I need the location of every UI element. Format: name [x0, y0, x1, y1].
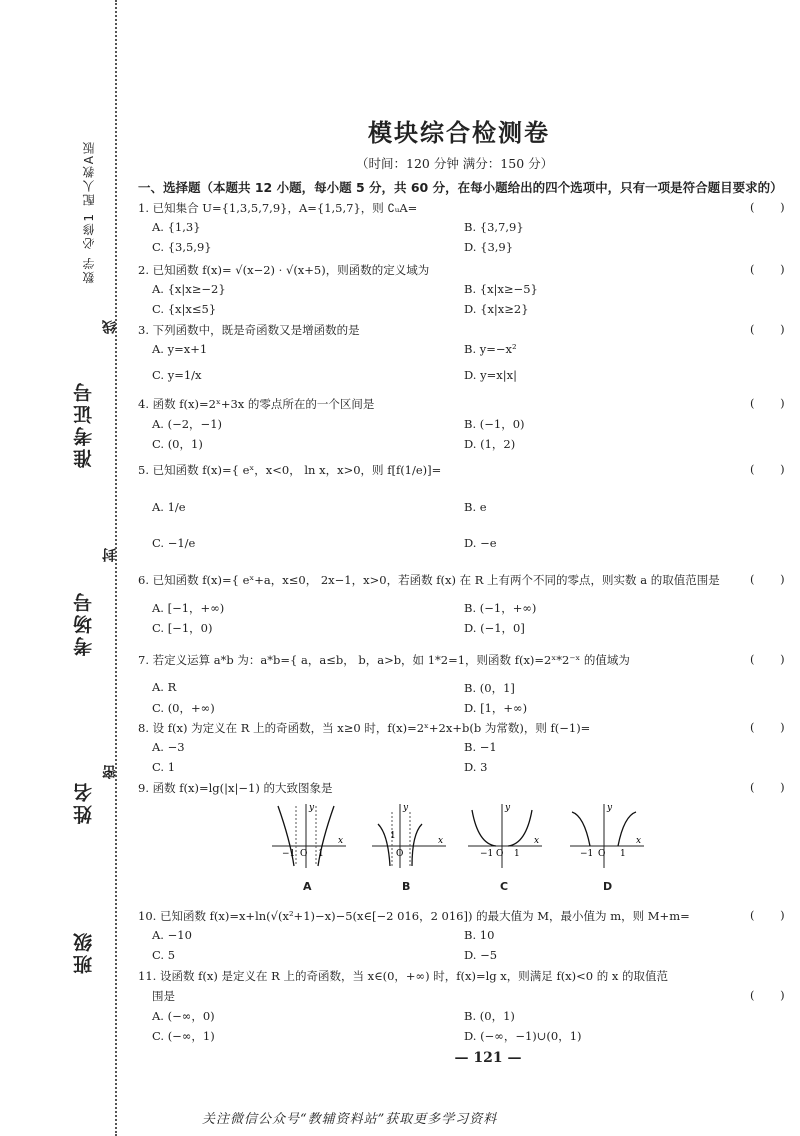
origin-label: O: [396, 849, 404, 859]
graph-b: [370, 800, 450, 870]
graph-d-label: D: [603, 880, 613, 893]
option-b: B. {3,7,9}: [464, 220, 524, 234]
answer-blank: ( ): [750, 322, 785, 336]
option-b: B. −1: [464, 740, 497, 754]
option-d: D. (1，2): [464, 437, 516, 451]
axis-y-label: y: [607, 803, 613, 813]
field-exam-id: 准考证号: [73, 380, 95, 468]
answer-blank: ( ): [750, 462, 785, 476]
option-a: A. (−∞，0): [152, 1009, 215, 1023]
binding-margin: [0, 0, 118, 1136]
graph-d: [568, 800, 648, 870]
option-b: B. (0，1]: [464, 681, 515, 695]
axis-y-label: y: [309, 803, 315, 813]
curve-left: [572, 812, 590, 846]
question-10-stem: 10. 已知函数 f(x)=x+ln(√(x²+1)−x)−5(x∈[−2 016，2 016]) 的最大值为 M，最小值为 m，则 M+m=: [138, 909, 690, 923]
answer-blank: ( ): [750, 396, 785, 410]
option-d: D. {3,9}: [464, 240, 514, 254]
question-7-stem: 7. 若定义运算 a*b 为：a*b={ a，a≤b， b，a>b，如 1*2=1，则函数 f(x)=2ˣ*2⁻ˣ 的值域为: [138, 653, 630, 667]
answer-blank: ( ): [750, 720, 785, 734]
option-a: A. {x|x≥−2}: [152, 282, 226, 296]
cut-dotted-line: [115, 0, 117, 1136]
option-d: D. −e: [464, 536, 497, 550]
option-a: A. R: [152, 680, 177, 694]
option-c: C. (0，1): [152, 437, 203, 451]
option-c: C. −1/e: [152, 536, 196, 550]
graph-c-label: C: [500, 880, 509, 893]
origin-label: O: [598, 849, 606, 859]
section-heading: 一、选择题（本题共 12 小题，每小题 5 分，共 60 分，在每小题给出的四个选项中，只有一项是符合题目要求的）: [138, 180, 783, 195]
question-6-stem: 6. 已知函数 f(x)={ eˣ+a，x≤0， 2x−1，x>0，若函数 f(x) 在 R 上有两个不同的零点，则实数 a 的取值范围是: [138, 573, 720, 587]
answer-blank: ( ): [750, 200, 785, 214]
option-d: D. −5: [464, 948, 498, 962]
option-d: D. 3: [464, 760, 488, 774]
option-c: C. (−∞，1): [152, 1029, 215, 1043]
curve-right: [412, 824, 422, 866]
answer-blank: ( ): [750, 652, 785, 666]
field-class: 班级: [73, 930, 95, 974]
axis-y-label: y: [403, 803, 409, 813]
axis-x-label: x: [338, 836, 344, 846]
question-9-stem: 9. 函数 f(x)=lg(|x|−1) 的大致图象是: [138, 781, 333, 795]
field-name: 姓名: [73, 780, 95, 824]
question-1-stem: 1. 已知集合 U={1,3,5,7,9}，A={1,5,7}，则 ∁ᵤA=: [138, 201, 418, 215]
option-b: B. (−1，0): [464, 417, 525, 431]
question-8-stem: 8. 设 f(x) 为定义在 R 上的奇函数，当 x≥0 时，f(x)=2ˣ+2x+b(b 为常数)，则 f(−1)=: [138, 721, 591, 735]
graph-a-label: A: [303, 880, 312, 893]
footer-note: 关注微信公众号“教辅资料站”获取更多学习资料: [202, 1112, 498, 1127]
origin-label: O: [300, 849, 308, 859]
option-b: B. {x|x≥−5}: [464, 282, 538, 296]
option-a: A. {1,3}: [152, 220, 201, 234]
cut-mark-secret: 密: [102, 765, 118, 779]
option-c: C. 1: [152, 760, 176, 774]
graph-a: [270, 800, 350, 870]
option-a: A. y=x+1: [152, 342, 208, 356]
option-c: C. y=1/x: [152, 368, 202, 382]
question-4-stem: 4. 函数 f(x)=2ˣ+3x 的零点所在的一个区间是: [138, 397, 375, 411]
option-a: A. −10: [152, 928, 192, 942]
page-title: 模块综合检测卷: [368, 119, 550, 147]
curve-right: [508, 810, 532, 846]
tick-pos: 1: [318, 849, 324, 859]
curve-right: [618, 812, 636, 846]
axis-x-label: x: [534, 836, 540, 846]
option-d: D. y=x|x|: [464, 368, 517, 382]
page-subtitle: （时间：120 分钟 满分：150 分）: [356, 156, 554, 171]
origin-label: O: [496, 849, 504, 859]
option-c: C. 5: [152, 948, 176, 962]
answer-blank: ( ): [750, 908, 785, 922]
cut-mark-line: 线: [102, 320, 118, 334]
option-c: C. {x|x≤5}: [152, 302, 217, 316]
option-b: B. e: [464, 500, 487, 514]
tick-neg: −1: [580, 849, 594, 859]
axis-y-label: y: [505, 803, 511, 813]
option-a: A. [−1，+∞): [152, 601, 225, 615]
option-c: C. [−1，0): [152, 621, 213, 635]
option-a: A. 1/e: [152, 500, 186, 514]
answer-blank: ( ): [750, 262, 785, 276]
question-3-stem: 3. 下列函数中，既是奇函数又是增函数的是: [138, 323, 360, 337]
option-d: D. (−1，0]: [464, 621, 525, 635]
axis-x-label: x: [636, 836, 642, 846]
option-b: B. 10: [464, 928, 495, 942]
tick-neg: −1: [480, 849, 494, 859]
page-number: — 121 —: [454, 1050, 522, 1066]
answer-blank: ( ): [750, 988, 785, 1002]
tick-pos: 1: [620, 849, 626, 859]
graph-c: [466, 800, 546, 870]
tick-pos: 1: [514, 849, 520, 859]
tick-neg: −1: [282, 849, 296, 859]
option-d: D. [1，+∞): [464, 701, 528, 715]
tick-pos: 1: [390, 831, 396, 841]
option-c: C. {3,5,9}: [152, 240, 212, 254]
question-11-stem: 11. 设函数 f(x) 是定义在 R 上的奇函数，当 x∈(0，+∞) 时，f(x)=lg x，则满足 f(x)<0 的 x 的取值范: [138, 969, 669, 983]
answer-blank: ( ): [750, 780, 785, 794]
option-d: D. (−∞，−1)∪(0，1): [464, 1029, 582, 1043]
question-11-stem-cont: 围是: [152, 989, 175, 1003]
option-b: B. (0，1): [464, 1009, 515, 1023]
question-2-stem: 2. 已知函数 f(x)= √(x−2) · √(x+5)，则函数的定义域为: [138, 263, 430, 277]
curve-left: [472, 810, 496, 846]
axis-x-label: x: [438, 836, 444, 846]
curve-left: [378, 824, 390, 866]
option-d: D. {x|x≥2}: [464, 302, 529, 316]
question-5-stem: 5. 已知函数 f(x)={ eˣ，x<0， ln x，x>0，则 f[f(1/e)]=: [138, 463, 442, 477]
option-a: A. (−2，−1): [152, 417, 222, 431]
answer-blank: ( ): [750, 572, 785, 586]
series-label: 数学 必修1 配人教A版: [82, 140, 96, 284]
cut-mark-seal: 封: [102, 548, 118, 562]
option-b: B. (−1，+∞): [464, 601, 537, 615]
graph-b-label: B: [402, 880, 411, 893]
option-a: A. −3: [152, 740, 185, 754]
option-b: B. y=−x²: [464, 342, 517, 356]
field-room: 考场号: [73, 590, 95, 656]
option-c: C. (0，+∞): [152, 701, 215, 715]
